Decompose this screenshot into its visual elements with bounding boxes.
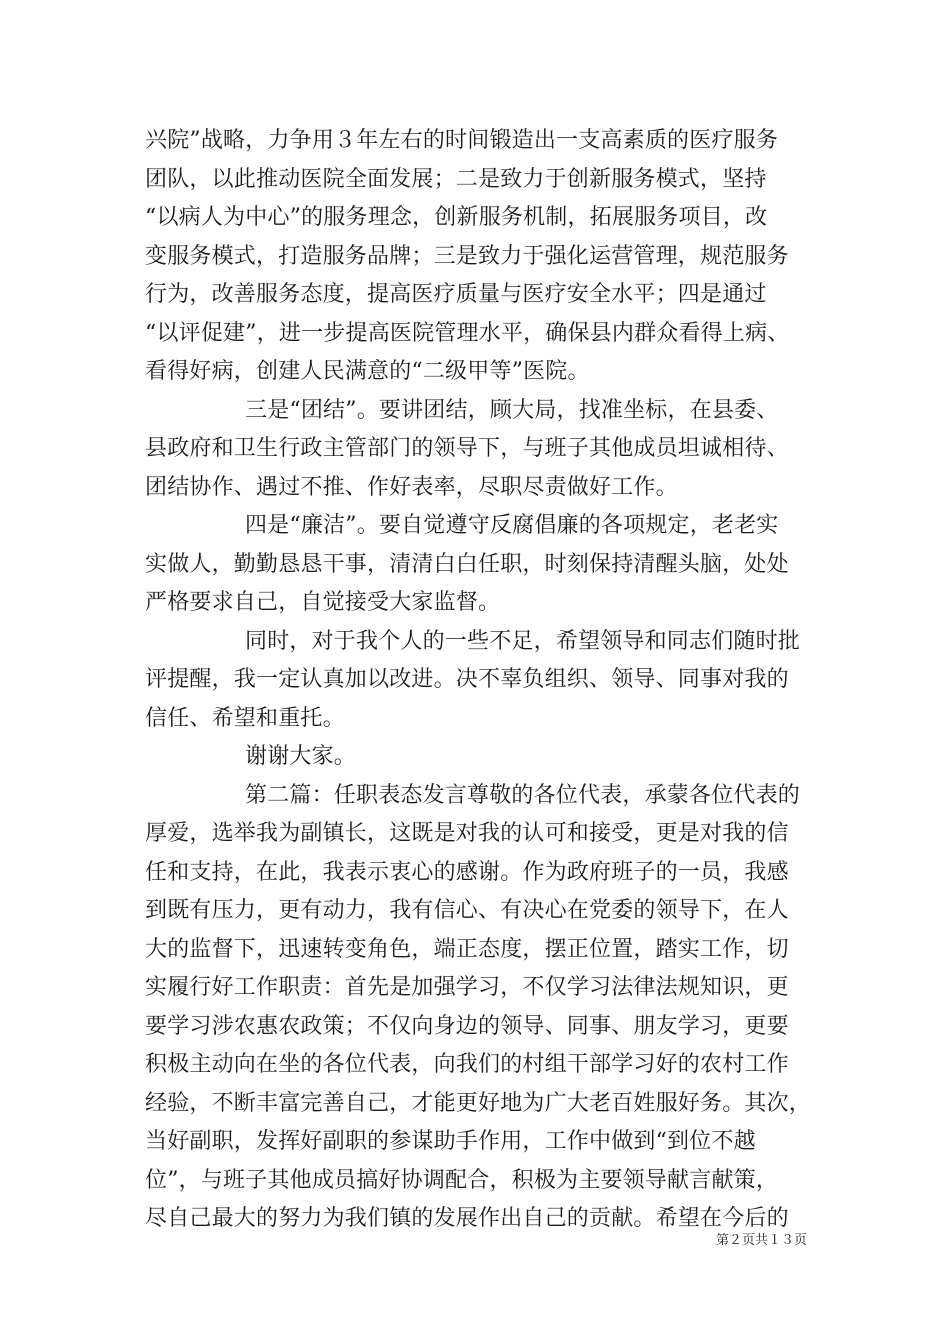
text-line: 兴院”战略，力争用３年左右的时间锻造出一支高素质的医疗服务 xyxy=(145,128,779,153)
text-line: 团结协作、遇过不推、作好表率，尽职尽责做好工作。 xyxy=(145,474,678,500)
text-line: 到既有压力，更有动力，我有信心、有决心在党委的领导下，在人 xyxy=(145,898,789,923)
text-line: “以评促建”，进一步提高医院管理水平，确保县内群众看得上病、 xyxy=(145,320,790,346)
page-number: 第２页共１３页 xyxy=(715,1233,807,1248)
text-line: 当好副职，发挥好副职的参谋助手作用，工作中做到“到位不越 xyxy=(145,1129,756,1154)
text-line: 经验，不断丰富完善自己，才能更好地为广大老百姓服好务。其次， xyxy=(145,1090,812,1116)
text-line: 评提醒，我一定认真加以改进。决不辜负组织、领导、同事对我的 xyxy=(145,667,789,692)
text-line: 四是“廉洁”。要自觉遵守反腐倡廉的各项规定，老老实 xyxy=(245,513,779,538)
text-line: 实履行好工作职责：首先是加强学习，不仅学习法律法规知识，更 xyxy=(145,975,789,1000)
text-line: 行为，改善服务态度，提高医疗质量与医疗安全水平；四是通过 xyxy=(145,282,767,307)
text-line: 任和支持，在此，我表示衷心的感谢。作为政府班子的一员，我感 xyxy=(145,859,789,885)
text-line: 谢谢大家。 xyxy=(245,744,357,769)
text-line: 团队，以此推动医院全面发展；二是致力于创新服务模式，坚持 xyxy=(145,166,767,192)
text-line: 厚爱，选举我为副镇长，这既是对我的认可和接受，更是对我的信 xyxy=(145,821,789,846)
text-line: 信任、希望和重托。 xyxy=(145,705,345,731)
text-line: 三是“团结”。要讲团结，顾大局，找准坐标，在县委、 xyxy=(245,397,779,423)
text-line: 要学习涉农惠农政策；不仅向身边的领导、同事、朋友学习，更要 xyxy=(145,1013,789,1039)
text-line: 同时，对于我个人的一些不足，希望领导和同志们随时批 xyxy=(245,628,801,654)
text-line: “以病人为中心”的服务理念，创新服务机制，拓展服务项目，改 xyxy=(145,205,768,230)
document-body xyxy=(145,122,812,1239)
text-line: 位”，与班子其他成员搞好协调配合，积极为主要领导献言献策， xyxy=(145,1167,779,1193)
text-line: 变服务模式，打造服务品牌；三是致力于强化运营管理，规范服务 xyxy=(145,243,789,269)
text-line: 尽自己最大的努力为我们镇的发展作出自己的贡献。希望在今后的 xyxy=(145,1206,789,1231)
text-line: 实做人，勤勤恳恳干事，清清白白任职，时刻保持清醒头脑，处处 xyxy=(145,551,789,577)
text-line: 大的监督下，迅速转变角色，端正态度，摆正位置，踏实工作，切 xyxy=(145,936,789,962)
text-line: 严格要求自己，自觉接受大家监督。 xyxy=(145,590,501,615)
text-line: 县政府和卫生行政主管部门的领导下，与班子其他成员坦诚相待、 xyxy=(145,436,789,461)
text-line: 积极主动向在坐的各位代表，向我们的村组干部学习好的农村工作 xyxy=(145,1052,789,1077)
text-line: 看得好病，创建人民满意的“二级甲等”医院。 xyxy=(145,359,590,384)
text-line: 第二篇：任职表态发言尊敬的各位代表，承蒙各位代表的 xyxy=(245,782,801,808)
